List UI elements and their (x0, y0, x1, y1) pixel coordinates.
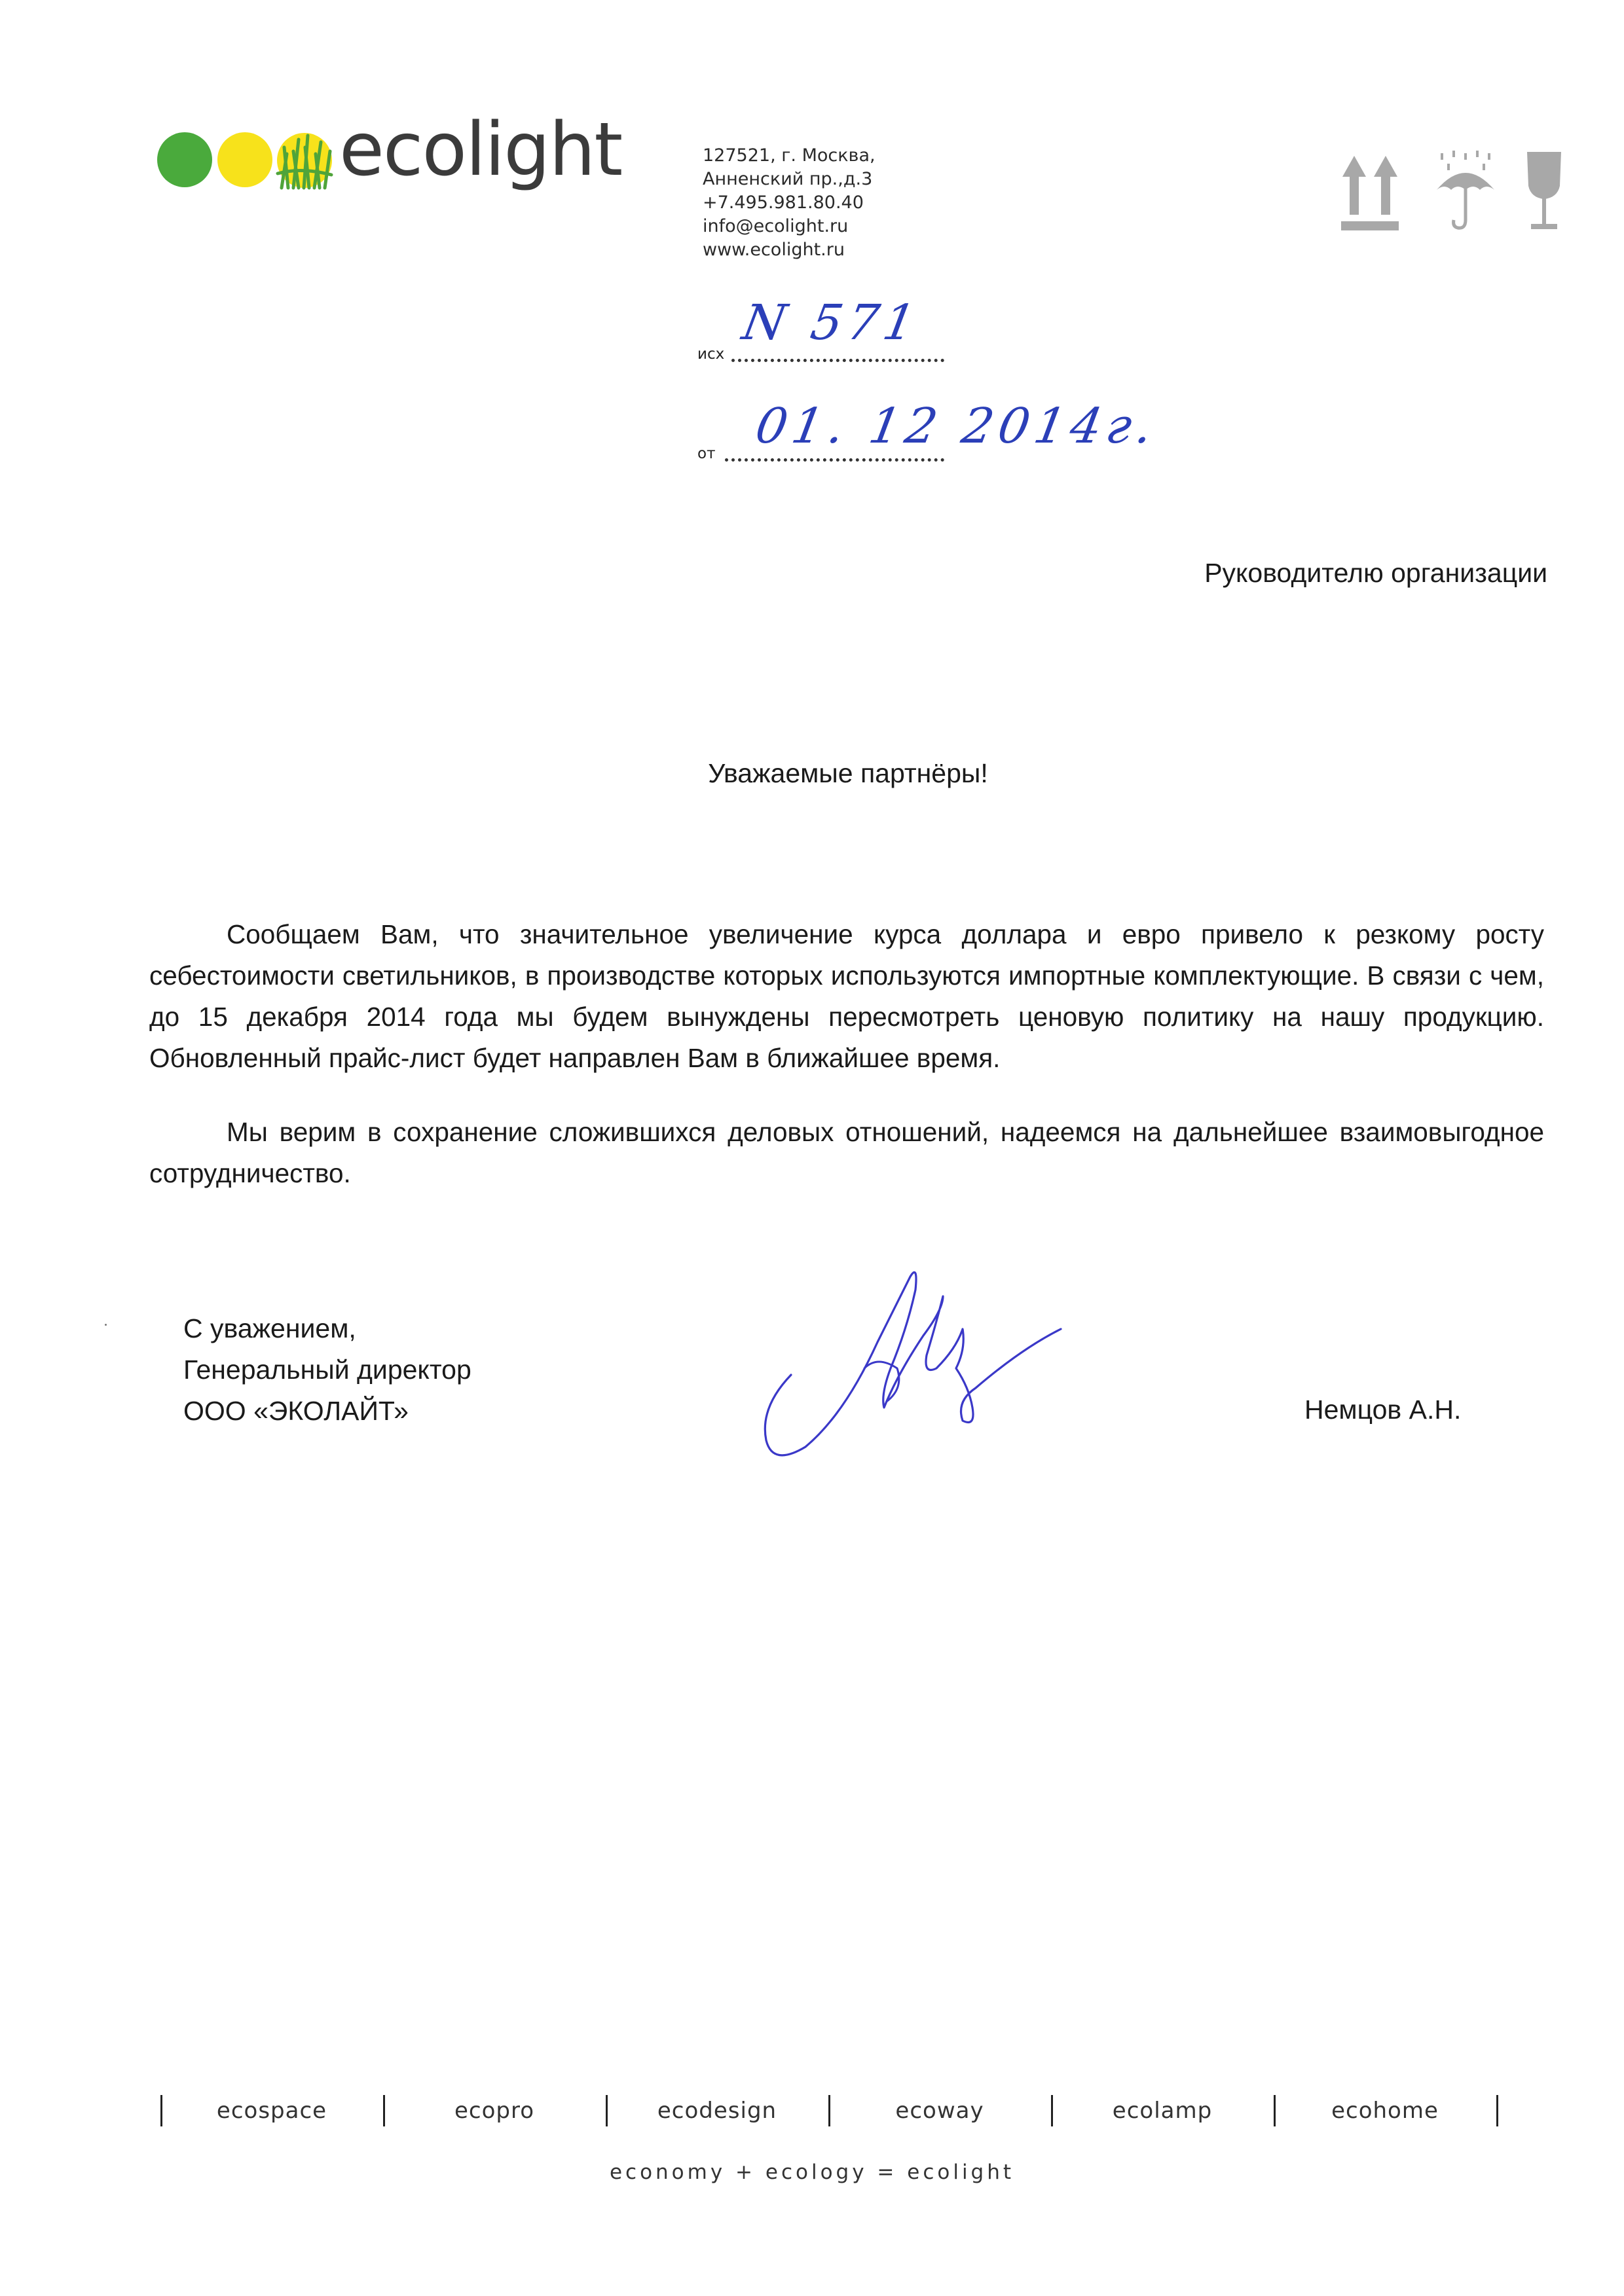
address-website: www.ecolight.ru (703, 240, 845, 260)
signer-name: Немцов А.Н. (1304, 1394, 1462, 1425)
ref-date-label: от (697, 445, 716, 462)
logo-yellow-dot (217, 132, 272, 187)
footer-brand-ecopro: ecopro (454, 2098, 535, 2124)
company-address (703, 144, 876, 262)
footer-brand-ecohome: ecohome (1331, 2098, 1439, 2124)
footer-brand-list (138, 2088, 1539, 2128)
ref-number-line (731, 359, 944, 362)
greeting: Уважаемые партнёры! (708, 758, 988, 788)
closing-position: Генеральный директор (183, 1355, 471, 1385)
keep-dry-icon (1433, 149, 1498, 233)
fragile-icon (1524, 149, 1564, 233)
ref-number-label: исх (697, 346, 725, 363)
address-line-2: Анненский пр.,д.3 (703, 169, 873, 189)
signature-image (747, 1257, 1074, 1480)
body-paragraph: Мы верим в сохранение сложившихся деловых отношений, надеемся на дальнейшее взаимовыгодное сотрудничество. (149, 1117, 1544, 1188)
footer-brand-ecodesign: ecodesign (657, 2098, 777, 2124)
logo-grass-icon (275, 128, 334, 191)
footer-divider (1496, 2095, 1498, 2126)
footer-tagline: economy + ecology = ecolight (609, 2160, 1015, 2184)
this-way-up-icon (1341, 149, 1400, 233)
recipient: Руководителю организации (1204, 558, 1547, 588)
handling-icons (1341, 149, 1564, 234)
closing-block (183, 1308, 471, 1432)
footer-brand-ecolamp: ecolamp (1112, 2098, 1213, 2124)
company-logo (157, 107, 635, 206)
ref-date-value: 01. 12 2014г. (751, 398, 1162, 454)
address-line-1: 127521, г. Москва, (703, 145, 876, 166)
logo-green-dot (157, 132, 212, 187)
ref-number-value: N 571 (738, 295, 925, 351)
footer-brand-ecospace: ecospace (216, 2098, 327, 2124)
scan-speck (105, 1324, 107, 1326)
address-phone: +7.495.981.80.40 (703, 192, 864, 213)
logo-wordmark: ecolight (339, 107, 622, 192)
address-email: info@ecolight.ru (703, 216, 849, 236)
closing-regards: С уважением, (183, 1313, 356, 1343)
ref-date-line (725, 458, 944, 462)
closing-company: ООО «ЭКОЛАЙТ» (183, 1396, 409, 1426)
footer-brand-ecoway: ecoway (895, 2098, 984, 2124)
body-paragraph: Сообщаем Вам, что значительное увеличение курса доллара и евро привело к резкому росту себестоимости светильников, в производстве которых используются импортные комплектующие. В связи с чем, до 15 декабря 2014 года мы будем вынуждены пересмотреть ценовую политику на нашу продукцию. Обновленный прайс-лист будет направлен Вам в ближайшее время. (149, 919, 1544, 1073)
